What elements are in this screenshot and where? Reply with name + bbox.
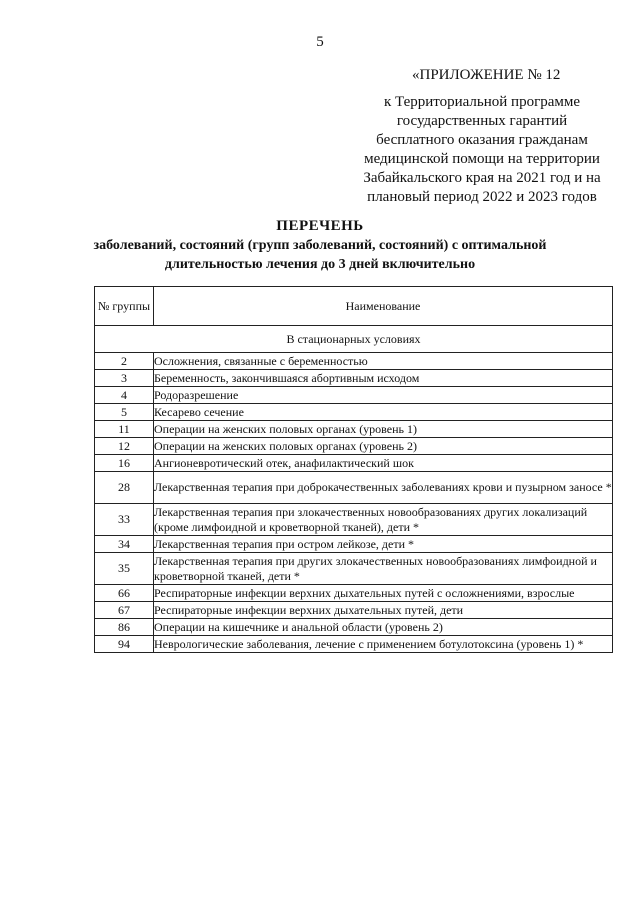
group-number-cell: 86 [95,619,154,636]
group-number-cell: 34 [95,536,154,553]
table-row [95,536,613,553]
group-name-cell: Лекарственная терапия при остром лейкозе, дети * [154,536,613,553]
appendix-header [352,66,612,207]
appendix-line: медицинской помощи на территории [364,151,600,167]
header-name: Наименование [154,287,613,326]
group-name-cell: Беременность, закончившаяся абортивным исходом [154,370,613,387]
group-name-cell: Осложнения, связанные с беременностью [154,353,613,370]
group-name-cell: Кесарево сечение [154,404,613,421]
group-number-cell: 28 [95,472,154,504]
group-number-cell: 67 [95,602,154,619]
group-name-cell: Родоразрешение [154,387,613,404]
group-name-cell: Операции на кишечнике и анальной области (уровень 2) [154,619,613,636]
header-group-number: № группы [95,287,154,326]
table-row [95,553,613,585]
group-name-cell: Операции на женских половых органах (уровень 2) [154,438,613,455]
table-row [95,353,613,370]
appendix-line: государственных гарантий [396,113,568,129]
group-name-cell: Лекарственная терапия при злокачественных новообразованиях других локализаций (кроме лимфоидной и кроветворной тканей), дети * [154,504,613,536]
group-number-cell: 16 [95,455,154,472]
group-name-cell: Ангионевротический отек, анафилактический шок [154,455,613,472]
group-number-cell: 35 [95,553,154,585]
group-name-cell: Респираторные инфекции верхних дыхательных путей, дети [154,602,613,619]
group-number-cell: 12 [95,438,154,455]
group-number-cell: 3 [95,370,154,387]
table-row [95,504,613,536]
group-name-cell: Респираторные инфекции верхних дыхательных путей с осложнениями, взрослые [154,585,613,602]
table-row [95,602,613,619]
group-number-cell: 4 [95,387,154,404]
group-number-cell: 5 [95,404,154,421]
group-name-cell: Операции на женских половых органах (уровень 1) [154,421,613,438]
appendix-title: «ПРИЛОЖЕНИЕ № 12 [412,67,561,83]
group-name-cell: Лекарственная терапия при доброкачественных заболеваниях крови и пузырном заносе * [154,472,613,504]
group-number-cell: 2 [95,353,154,370]
disease-list-table [94,286,613,653]
group-number-cell: 66 [95,585,154,602]
table-row [95,421,613,438]
table-row [95,387,613,404]
appendix-line: Забайкальского края на 2021 год и на [363,170,601,186]
table-row [95,370,613,387]
table-header-row [95,287,613,326]
table-row [95,636,613,653]
document-subtitle [0,236,640,274]
group-name-cell: Лекарственная терапия при других злокачественных новообразованиях лимфоидной и кроветворной тканей, дети * [154,553,613,585]
appendix-line: бесплатного оказания гражданам [376,132,588,148]
document-subtitle-line: длительностью лечения до 3 дней включительно [164,257,476,272]
group-number-cell: 33 [95,504,154,536]
document-title: ПЕРЕЧЕНЬ [276,218,364,234]
document-subtitle-line: заболеваний, состояний (групп заболеваний, состояний) с оптимальной [93,238,547,253]
table-section-row [95,326,613,353]
document-title-block [0,216,640,274]
group-number-cell: 11 [95,421,154,438]
group-number-cell: 94 [95,636,154,653]
table-row [95,404,613,421]
group-name-cell: Неврологические заболевания, лечение с применением ботулотоксина (уровень 1) * [154,636,613,653]
table-row [95,455,613,472]
table-row [95,472,613,504]
section-title: В стационарных условиях [95,326,613,353]
page-number: 5 [316,34,324,50]
table-row [95,619,613,636]
appendix-line: плановый период 2022 и 2023 годов [367,189,597,205]
appendix-line: к Территориальной программе [383,94,581,110]
table-row [95,585,613,602]
table-row [95,438,613,455]
